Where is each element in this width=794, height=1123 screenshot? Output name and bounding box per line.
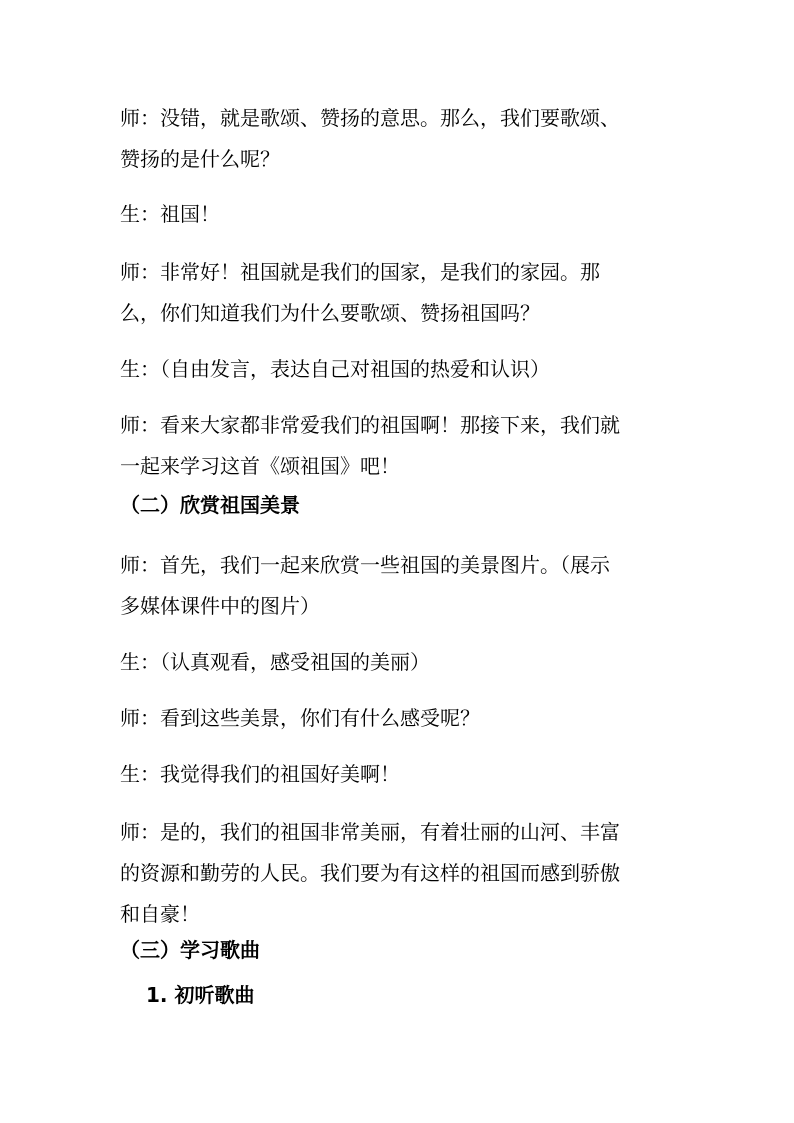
dialogue-paragraph: 师：没错，就是歌颂、赞扬的意思。那么，我们要歌颂、 赞扬的是什么呢？	[120, 106, 620, 171]
dialogue-paragraph: 师：首先，我们一起来欣赏一些祖国的美景图片。（展示 多媒体课件中的图片）	[120, 553, 610, 618]
section-heading-three: （三）学习歌曲	[120, 938, 260, 962]
dialogue-paragraph: 师：是的，我们的祖国非常美丽，有着壮丽的山河、丰富 的资源和勤劳的人民。我们要为有这样的祖国而感到骄傲 和自豪！	[120, 820, 620, 926]
section-heading-two: （二）欣赏祖国美景	[120, 493, 300, 517]
dialogue-paragraph: 生：（自由发言，表达自己对祖国的热爱和认识）	[120, 357, 550, 381]
dialogue-paragraph: 师：看到这些美景，你们有什么感受呢？	[120, 706, 480, 730]
dialogue-paragraph: 师：看来大家都非常爱我们的祖国啊！那接下来，我们就 一起来学习这首《颂祖国》吧！	[120, 413, 620, 478]
dialogue-paragraph: 生：祖国！	[120, 202, 220, 226]
subsection-heading-one: 1. 初听歌曲	[146, 983, 255, 1007]
dialogue-paragraph: 生：我觉得我们的祖国好美啊！	[120, 762, 400, 786]
dialogue-paragraph: 生：（认真观看，感受祖国的美丽）	[120, 650, 430, 674]
dialogue-paragraph: 师：非常好！祖国就是我们的国家，是我们的家园。那 么，你们知道我们为什么要歌颂、赞扬祖国吗？	[120, 260, 600, 325]
